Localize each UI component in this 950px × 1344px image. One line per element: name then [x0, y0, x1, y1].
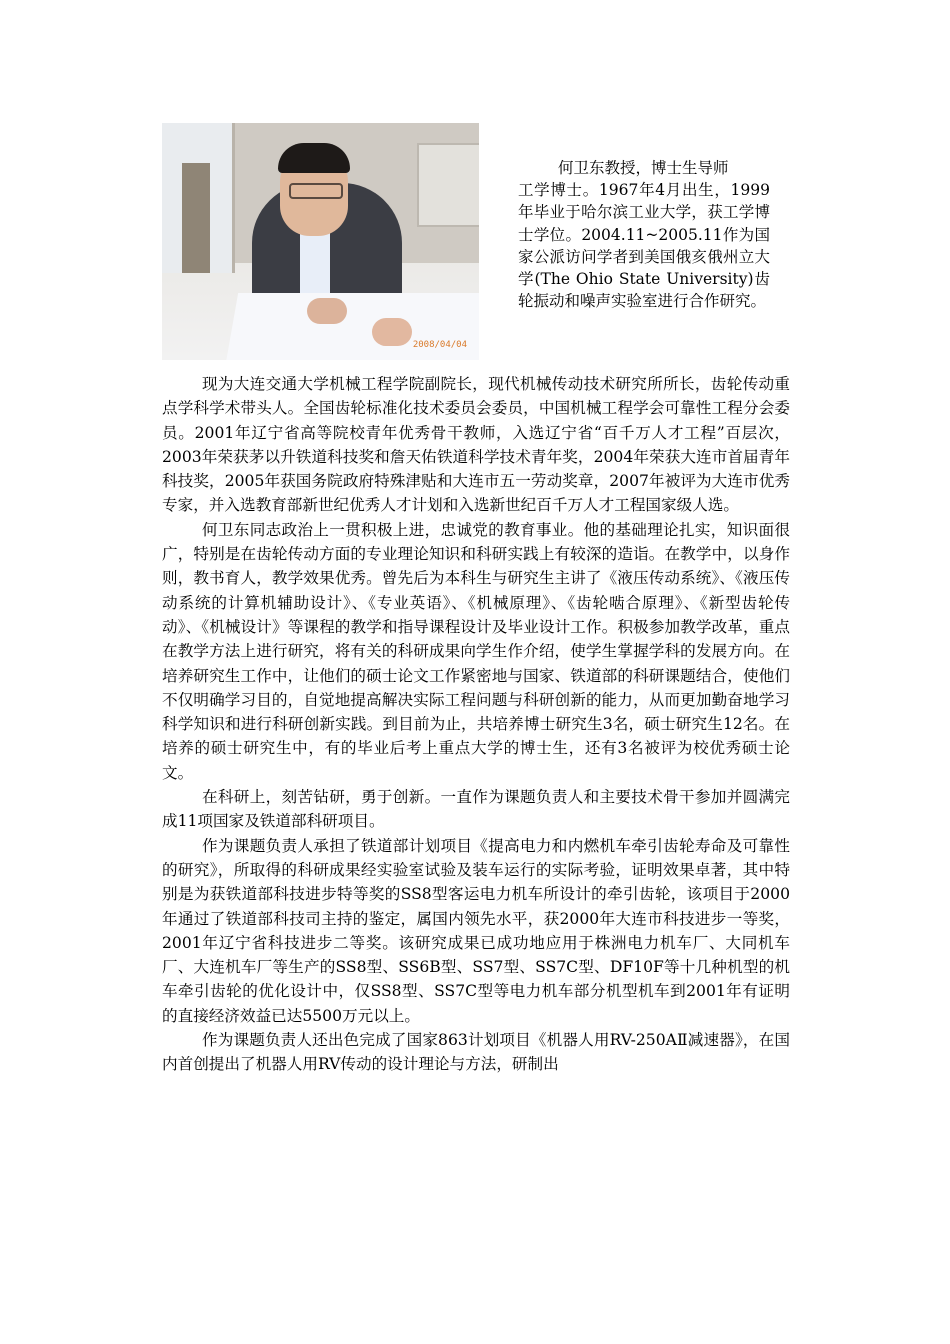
photo-glasses [289, 183, 343, 199]
paragraph-4: 作为课题负责人承担了铁道部计划项目《提高电力和内燃机车牵引齿轮寿命及可靠性的研究》，所取得的科研成果经实验室试验及装车运行的实际考验，证明效果卓著，其中特别是为获铁道部科技进步特等奖的SS8型客运电力机车所设计的牵引齿轮，该项目于2000年通过了铁道部科技司主持的鉴定，属国内领先水平，获2000年大连市科技进步一等奖，2001年辽宁省科技进步二等奖。该研究成果已成功地应用于株洲电力机车厂、大同机车厂、大连机车厂等生产的SS8型、SS6B型、SS7型、SS7C型、DF10F等十几种机型的机车牵引齿轮的优化设计中，仅SS8型、SS7C型等电力机车部分机型机车到2001年有证明的直接经济效益已达5500万元以上。 [162, 836, 790, 1025]
photo-hand-left [307, 298, 347, 324]
photo-hand-right [372, 318, 412, 346]
paragraph-2: 何卫东同志政治上一贯积极上进，忠诚党的教育事业。他的基础理论扎实，知识面很广，特别是在齿轮传动方面的专业理论知识和科研实践上有较深的造诣。在教学中，以身作则，教书育人，教学效果优秀。曾先后为本科生与研究生主讲了《液压传动系统》、《液压传动系统的计算机辅助设计》、《专业英语》、《机械原理》、《齿轮啮合原理》、《新型齿轮传动》、《机械设计》等课程的教学和指导课程设计及毕业设计工作。积极参加教学改革，重点在教学方法上进行研究，将有关的科研成果向学生作介绍，使学生掌握学科的发展方向。在培养研究生工作中，让他们的硕士论文工作紧密地与国家、铁道部的科研课题结合，使他们不仅明确学习目的，自觉地提高解决实际工程问题与科研创新的能力，从而更加勤奋地学习科学知识和进行科研创新实践。到目前为止，共培养博士研究生3名，硕士研究生12名。在培养的硕士研究生中，有的毕业后考上重点大学的博士生，还有3名被评为校优秀硕士论文。 [162, 520, 790, 782]
photo-monitor [417, 143, 479, 227]
bio-block [518, 157, 770, 312]
photo-shelf [182, 163, 210, 273]
photo-date-stamp: 2008/04/04 [412, 340, 467, 350]
paragraph-1: 现为大连交通大学机械工程学院副院长，现代机械传动技术研究所所长，齿轮传动重点学科学术带头人。全国齿轮标准化技术委员会委员，中国机械工程学会可靠性工程分会委员。2001年辽宁省高等院校青年优秀骨干教师，入选辽宁省“百千万人才工程”百层次，2003年荣获茅以升铁道科技奖和詹天佑铁道科学技术青年奖，2004年荣获大连市首届青年科技奖，2005年获国务院政府特殊津贴和大连市五一劳动奖章，2007年被评为大连市优秀专家，并入选教育部新世纪优秀人才计划和入选新世纪百千万人才工程国家级人选。 [162, 375, 790, 515]
paragraph-3: 在科研上，刻苦钻研，勇于创新。一直作为课题负责人和主要技术骨干参加并圆满完成11项国家及铁道部科研项目。 [162, 788, 790, 831]
article-body [162, 372, 790, 1077]
photo-shirt [300, 233, 330, 293]
bio-title: 何卫东教授，博士生导师 [558, 159, 729, 177]
portrait-photo [162, 123, 479, 360]
bio-text: 工学博士。1967年4月出生，1999年毕业于哈尔滨工业大学，获工学博士学位。2004.11~2005.11作为国家公派访问学者到美国俄亥俄州立大学(The Ohio State University)齿轮振动和噪声实验室进行合作研究。 [518, 181, 770, 311]
photo-hair [278, 143, 350, 173]
paragraph-5: 作为课题负责人还出色完成了国家863计划项目《机器人用RV-250AⅡ减速器》，在国内首创提出了机器人用RV传动的设计理论与方法，研制出 [162, 1031, 790, 1074]
